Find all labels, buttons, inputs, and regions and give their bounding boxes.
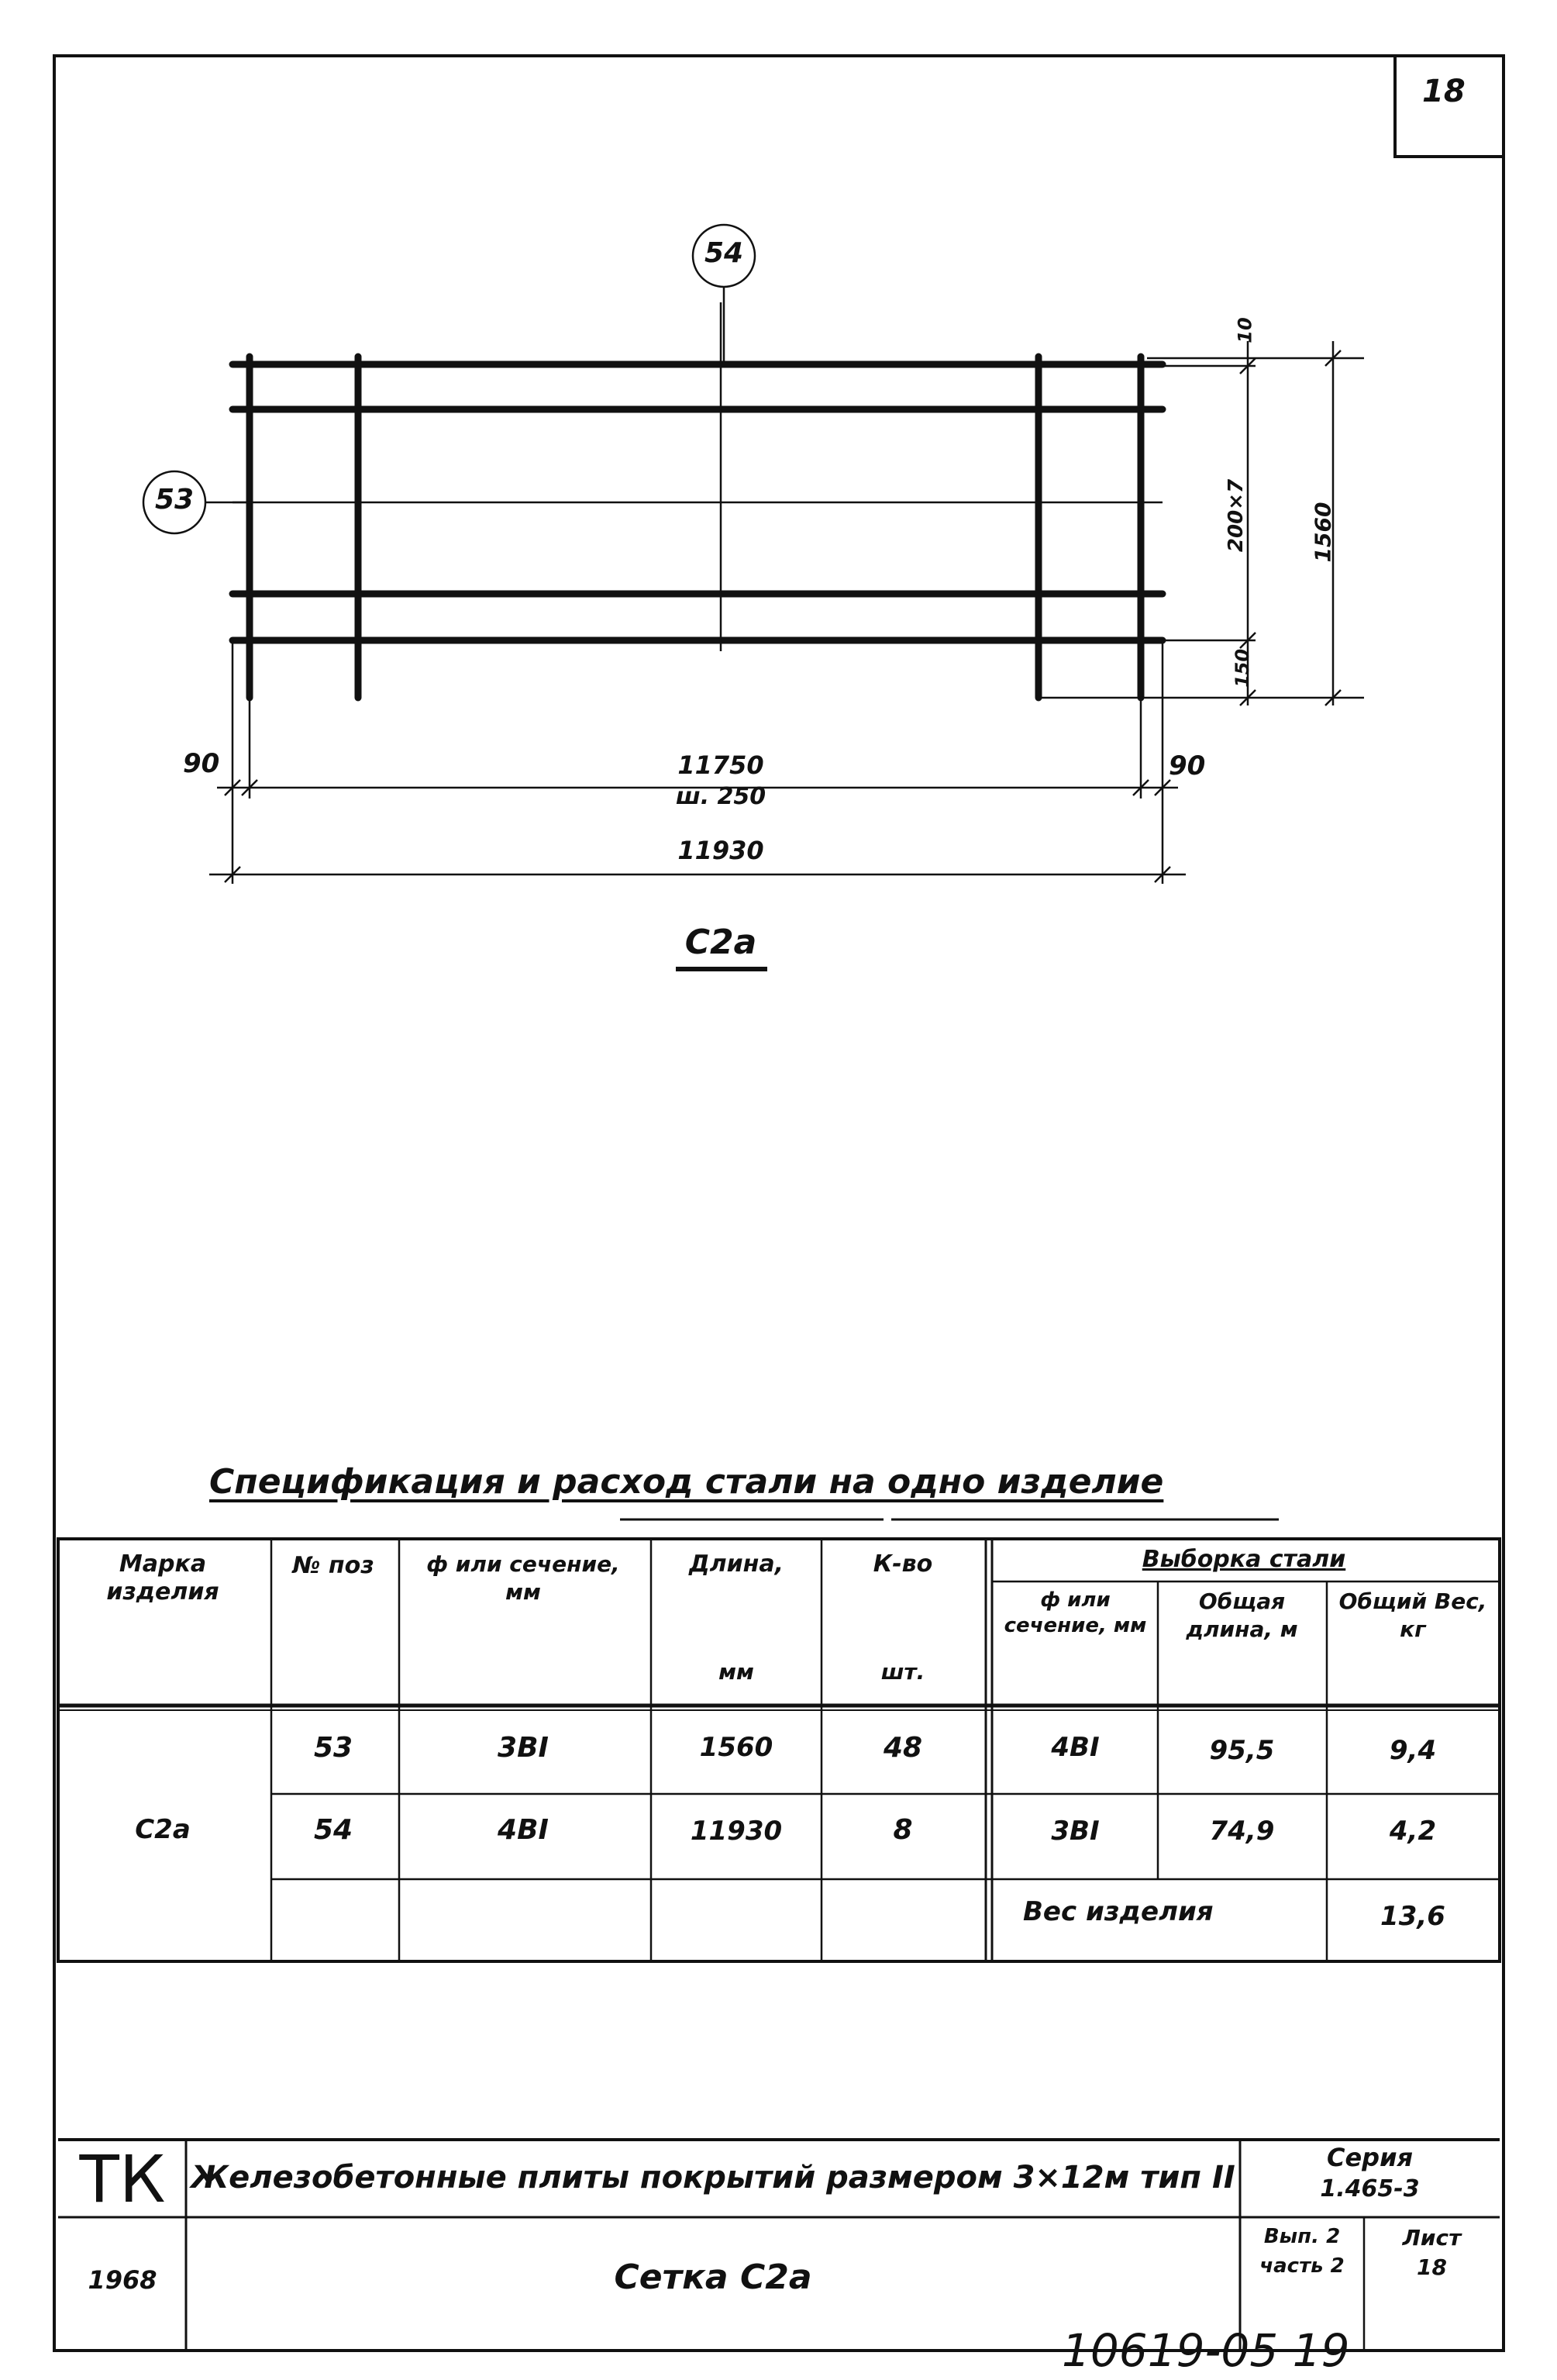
drawing-title: Железобетонные плиты покрытий размером 3×12м тип II	[191, 2160, 1235, 2195]
position-label-54: 54	[704, 237, 744, 269]
header-sel-section: ф или сечение, мм	[1004, 1588, 1147, 1637]
dim-bottom-offset: 150	[1231, 648, 1254, 688]
mesh-mark-title: С2а	[684, 923, 757, 962]
position-label-53: 53	[154, 484, 195, 516]
issue-line2: часть 2	[1259, 2254, 1345, 2278]
row2-qty: 8	[893, 1814, 913, 1846]
row2-sel-section: 3ВI	[1051, 1816, 1100, 1847]
mark-value: С2а	[135, 1814, 191, 1845]
org-code: ТК	[79, 2141, 166, 2217]
row2-sel-length: 74,9	[1209, 1816, 1275, 1847]
sheet-frame	[54, 56, 1504, 2351]
row1-qty: 48	[883, 1732, 923, 1764]
header-pos: № поз	[292, 1552, 374, 1579]
dim-total-height: 1560	[1310, 502, 1336, 563]
row2-pos: 54	[313, 1814, 353, 1846]
dim-inner-length: 11750	[677, 750, 764, 780]
dim-bar-spacing: 200×7	[1225, 478, 1249, 553]
sheet-name: Сетка С2а	[614, 2258, 812, 2297]
dim-left-overhang: 90	[183, 748, 220, 779]
row2-sel-weight: 4,2	[1389, 1816, 1437, 1847]
dim-total-length: 11930	[677, 836, 764, 865]
sheet-label: Лист	[1402, 2225, 1462, 2251]
row1-sel-section: 4ВI	[1051, 1732, 1100, 1763]
total-value: 13,6	[1380, 1901, 1445, 1932]
header-sel-length: Общая длина, м	[1186, 1588, 1298, 1643]
header-length-unit: мм	[718, 1659, 754, 1685]
row1-section: 3ВI	[498, 1732, 549, 1764]
header-length: Длина,	[688, 1550, 784, 1578]
row1-sel-length: 95,5	[1209, 1735, 1275, 1766]
dim-pitch: ш. 250	[675, 783, 766, 810]
series-value: 1.465-3	[1320, 2175, 1420, 2202]
sheet-value: 18	[1417, 2254, 1447, 2280]
header-mark: Марка изделия	[106, 1550, 219, 1606]
header-sel-weight: Общий Вес, кг	[1338, 1588, 1487, 1643]
dim-top-offset: 10	[1234, 317, 1256, 343]
total-label: Вес изделия	[1023, 1896, 1214, 1927]
year: 1968	[88, 2265, 157, 2295]
spec-title: Спецификация и расход стали на одно изделие	[209, 1462, 1164, 1502]
series-label: Серия	[1326, 2143, 1414, 2172]
row2-section: 4ВI	[498, 1814, 549, 1846]
row1-length: 1560	[699, 1732, 773, 1763]
row1-sel-weight: 9,4	[1389, 1735, 1437, 1766]
row2-length: 11930	[690, 1816, 783, 1847]
issue-line1: Вып. 2	[1263, 2225, 1341, 2248]
header-qty-unit: шт.	[880, 1659, 925, 1685]
footer-number: 10619-05 19	[1062, 2324, 1350, 2377]
sheet-number-top: 18	[1422, 74, 1466, 109]
header-selection: Выборка стали	[1142, 1546, 1346, 1573]
header-qty: К-во	[873, 1550, 933, 1578]
header-section: ф или сечение, мм	[426, 1551, 620, 1606]
row1-pos: 53	[313, 1732, 353, 1764]
dim-right-overhang: 90	[1169, 750, 1206, 781]
